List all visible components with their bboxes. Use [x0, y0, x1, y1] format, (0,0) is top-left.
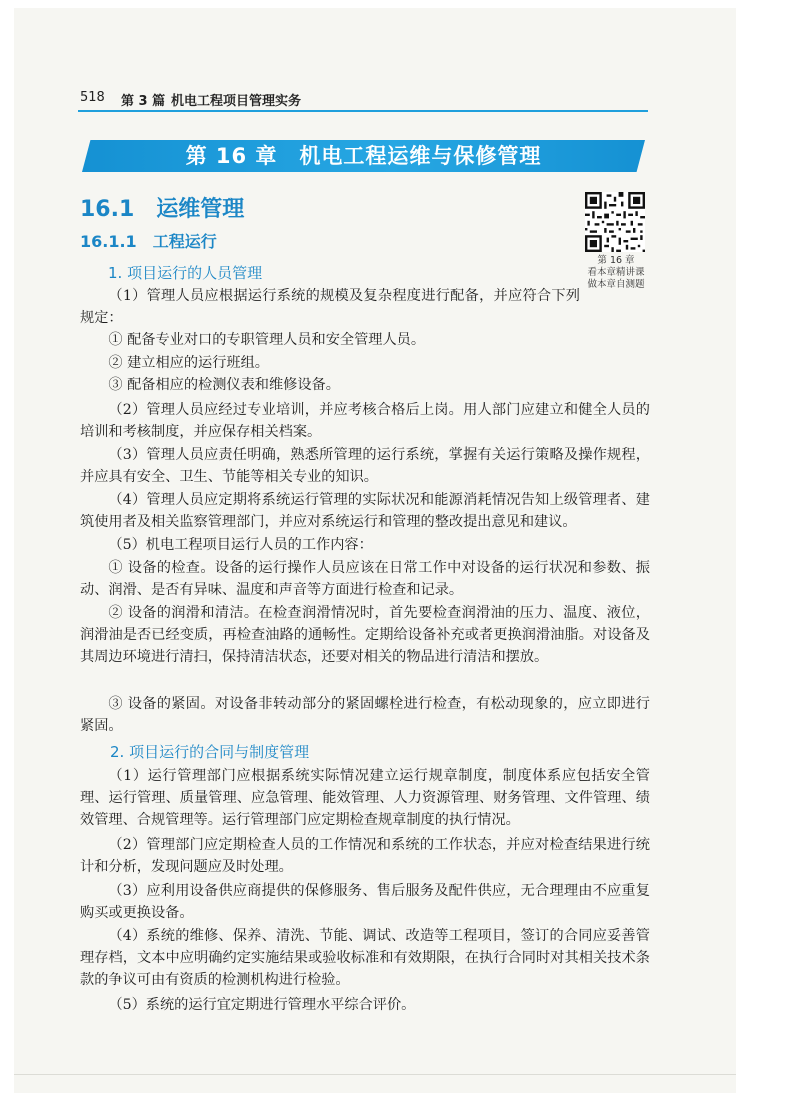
paragraph: （5）系统的运行宜定期进行管理水平综合评价。	[108, 997, 416, 1013]
qr-caption-line: 第 16 章	[597, 255, 635, 266]
paragraph: （1）运行管理部门应根据系统实际情况建立运行规章制度，制度体系应包括安全管理、运行管理、质量管理、应急管理、能效管理、人力资源管理、财务管理、文件管理、绩效管理、合规管理等。运行管理部门应定期检查规章制度的执行情况。	[80, 768, 650, 828]
list-item: ② 建立相应的运行班组。	[108, 355, 269, 371]
qr-caption-line: 看本章精讲课	[587, 267, 645, 278]
paragraph: （3）应利用设备供应商提供的保修服务、售后服务及配件供应，无合理理由不应重复购买或更换设备。	[80, 883, 650, 921]
list-item: ③ 设备的紧固。对设备非转动部分的紧固螺栓进行检查，有松动现象的，应立即进行紧固。	[80, 696, 650, 734]
paragraph: （2）管理人员应经过专业培训，并应考核合格后上岗。用人部门应建立和健全人员的培训和考核制度，并应保存相关档案。	[80, 402, 650, 440]
subsection-title: 16.1.1 工程运行	[80, 232, 217, 251]
heading-contract-management: 2. 项目运行的合同与制度管理	[110, 743, 310, 761]
list-item: ① 配备专业对口的专职管理人员和安全管理人员。	[108, 332, 426, 348]
part-title: 机电工程项目管理实务	[171, 94, 302, 109]
paragraph: （3）管理人员应责任明确，熟悉所管理的运行系统，掌握有关运行策略及操作规程，并应具有安全、卫生、节能等相关专业的知识。	[80, 447, 650, 485]
paragraph: （4）管理人员应定期将系统运行管理的实际状况和能源消耗情况告知上级管理者、建筑使用者及相关监察管理部门，并应对系统运行和管理的整改提出意见和建议。	[80, 492, 650, 530]
qr-code-icon[interactable]	[585, 192, 645, 252]
section-title: 16.1 运维管理	[80, 197, 245, 222]
list-item: ③ 配备相应的检测仪表和维修设备。	[108, 377, 340, 393]
chapter-title: 第 16 章 机电工程运维与保修管理	[185, 144, 542, 168]
list-item: ② 设备的润滑和清洁。在检查润滑情况时，首先要检查润滑油的压力、温度、液位，润滑油是否已经变质，再检查油路的通畅性。定期给设备补充或者更换润滑油脂。对设备及其周边环境进行清扫，保持清洁状态，还要对相关的物品进行清洁和摆放。	[80, 605, 650, 665]
page-bottom-edge	[14, 1074, 736, 1075]
qr-caption-line: 做本章自测题	[587, 279, 645, 290]
qr-caption	[578, 255, 654, 291]
heading-personnel-management: 1. 项目运行的人员管理	[108, 264, 263, 282]
paragraph: （2）管理部门应定期检查人员的工作情况和系统的工作状态，并应对检查结果进行统计和分析，发现问题应及时处理。	[80, 837, 650, 875]
paragraph: （5）机电工程项目运行人员的工作内容：	[108, 537, 373, 553]
part-label: 第 3 篇	[121, 94, 166, 109]
paragraph: （1）管理人员应根据运行系统的规模及复杂程度进行配备，并应符合下列规定：	[80, 288, 580, 326]
list-item: ① 设备的检查。设备的运行操作人员应该在日常工作中对设备的运行状况和参数、振动、润滑、是否有异味、温度和声音等方面进行检查和记录。	[80, 560, 650, 598]
header-rule	[78, 110, 648, 112]
page-number: 518	[80, 90, 105, 105]
paragraph: （4）系统的维修、保养、清洗、节能、调试、改造等工程项目，签订的合同应妥善管理存档，文本中应明确约定实施结果或验收标准和有效期限，在执行合同时对其相关技术条款的争议可由有资质的检测机构进行检验。	[80, 928, 650, 988]
